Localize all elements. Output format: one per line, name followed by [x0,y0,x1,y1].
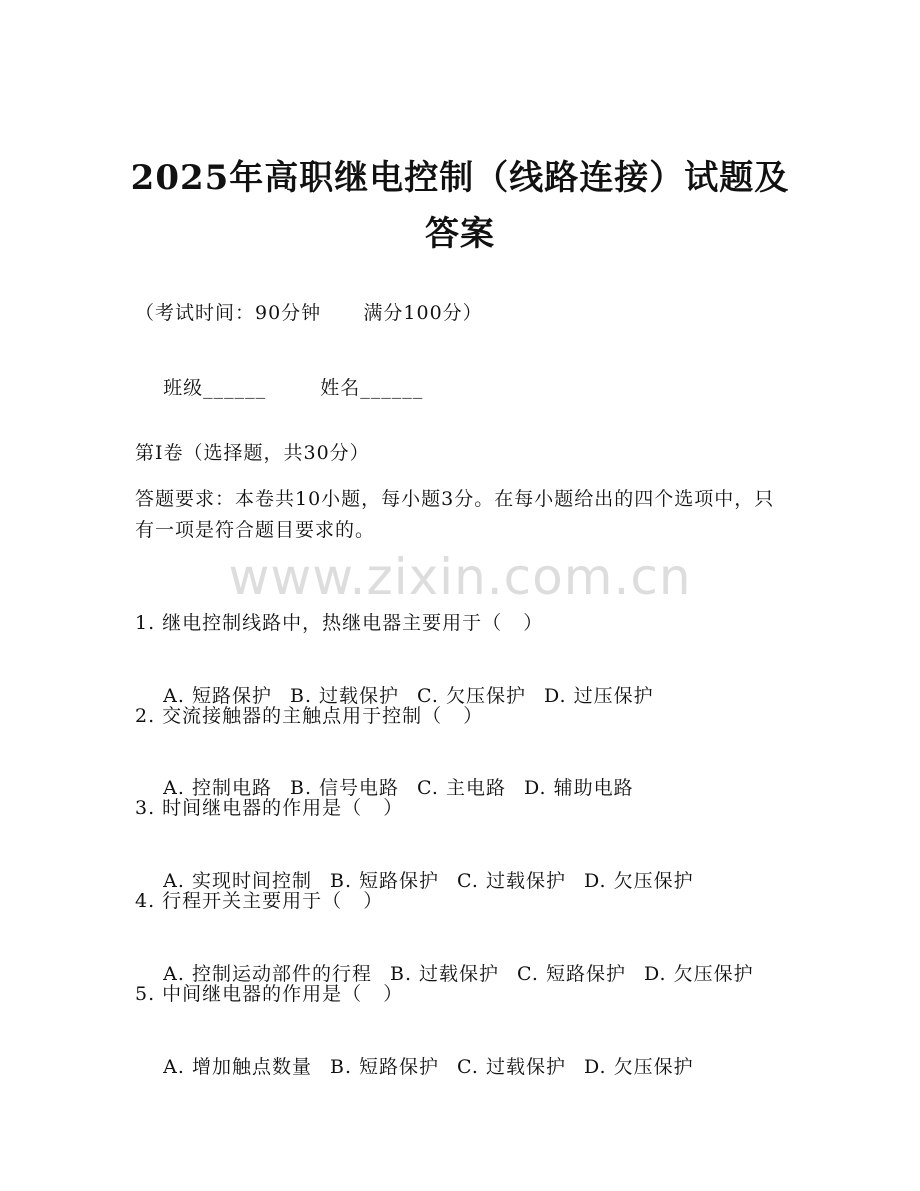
question-stem: 3. 时间继电器的作用是（ ） [135,797,404,819]
exam-info: （考试时间：90分钟 满分100分） [135,302,483,324]
option-d: D. 过压保护 [543,685,654,707]
option-a: A. 控制运动部件的行程 [163,963,372,985]
document-title: 2025年高职继电控制（线路连接）试题及答案 [130,158,790,254]
question-stem: 4. 行程开关主要用于（ ） [135,890,384,912]
question-stem: 5. 中间继电器的作用是（ ） [135,983,404,1005]
section-title: 第I卷（选择题，共30分） [135,442,370,464]
name-field-label: 姓名______ [320,377,424,399]
option-c: C. 欠压保护 [417,685,526,707]
option-c: C. 过载保护 [457,1056,566,1078]
option-c: C. 短路保护 [517,963,626,985]
option-b: B. 过载保护 [389,963,500,985]
option-d: D. 辅助电路 [523,777,634,799]
option-a: A. 实现时间控制 [163,870,312,892]
option-c: C. 主电路 [417,777,506,799]
option-b: B. 短路保护 [329,870,440,892]
student-info-row [135,349,423,427]
class-field-label: 班级______ [163,377,267,399]
question-stem: 2. 交流接触器的主触点用于控制（ ） [135,705,484,727]
question-stem: 1. 继电控制线路中，热继电器主要用于（ ） [135,612,544,634]
option-c: C. 过载保护 [457,870,566,892]
watermark: www.zixin.com.cn [228,548,692,606]
option-a: A. 控制电路 [163,777,272,799]
option-b: B. 短路保护 [329,1056,440,1078]
instructions-text: 答题要求：本卷共10小题，每小题3分。在每小题给出的四个选项中，只有一项是符合题目要求的。 [135,488,775,541]
option-a: A. 增加触点数量 [163,1056,312,1078]
option-d: D. 欠压保护 [643,963,754,985]
question-options [135,1028,694,1106]
option-b: B. 信号电路 [289,777,400,799]
option-d: D. 欠压保护 [583,870,694,892]
option-d: D. 欠压保护 [583,1056,694,1078]
option-a: A. 短路保护 [163,685,272,707]
option-b: B. 过载保护 [289,685,400,707]
